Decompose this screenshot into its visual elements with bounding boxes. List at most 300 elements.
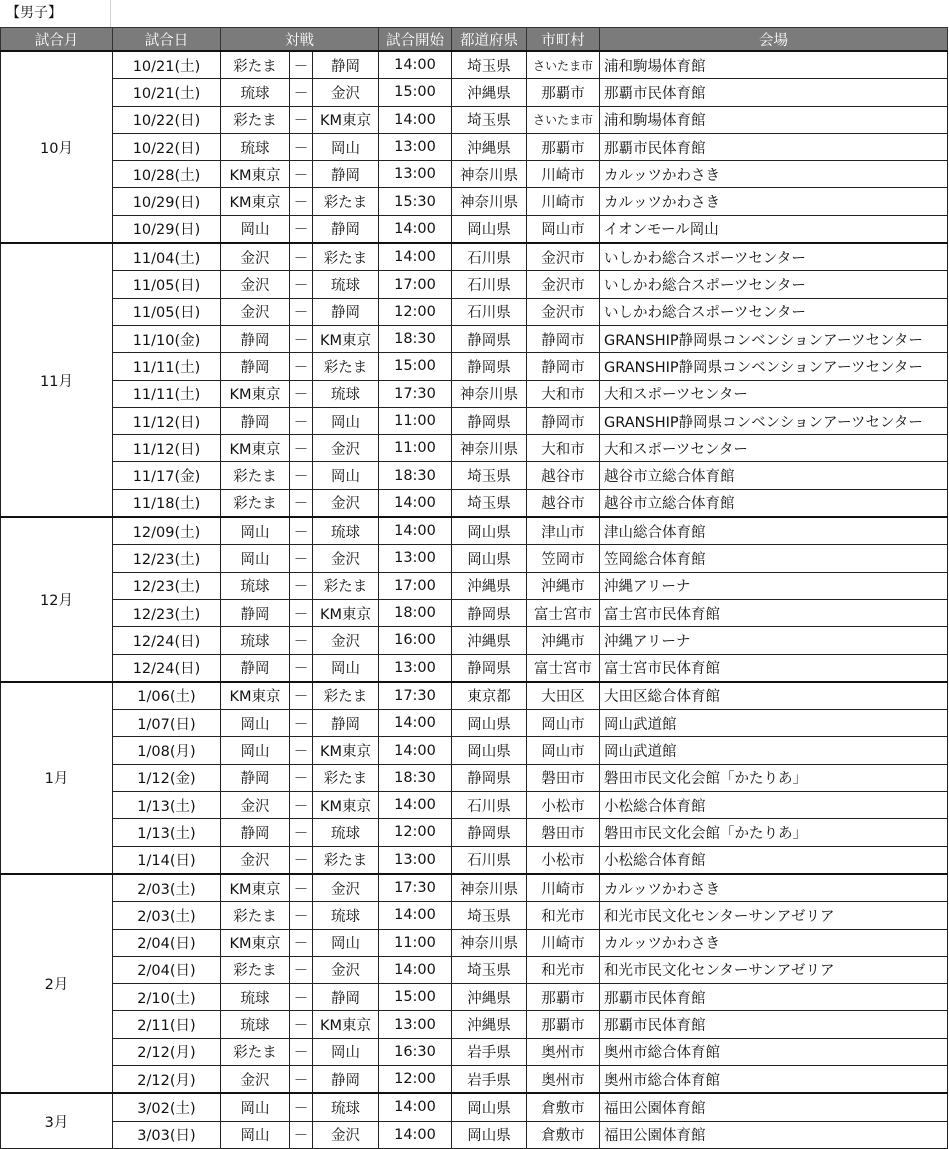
prefecture-cell: 沖縄県 (452, 627, 527, 654)
start-time-cell: 14:00 (379, 106, 452, 133)
away-team-cell: 岡山 (313, 133, 379, 160)
city-cell: さいたま市 (527, 106, 600, 133)
prefecture-cell: 岡山県 (452, 1093, 527, 1121)
vs-dash: － (290, 489, 313, 517)
home-team-cell: 静岡 (221, 599, 290, 626)
home-team-cell: 金沢 (221, 298, 290, 325)
city-cell: 奥州市 (527, 1038, 600, 1065)
venue-cell: 奥州市総合体育館 (600, 1038, 948, 1065)
away-team-cell: 静岡 (313, 298, 379, 325)
venue-cell: 浦和駒場体育館 (600, 106, 948, 133)
table-row (1, 215, 948, 243)
prefecture-cell: 岡山県 (452, 545, 527, 572)
city-cell: 川崎市 (527, 188, 600, 215)
home-team-cell: 金沢 (221, 271, 290, 298)
vs-dash: － (290, 764, 313, 791)
vs-dash: － (290, 710, 313, 737)
home-team-cell: 岡山 (221, 545, 290, 572)
away-team-cell: 岡山 (313, 654, 379, 682)
date-cell: 11/05(日) (113, 298, 221, 325)
home-team-cell: 岡山 (221, 710, 290, 737)
month-cell: 1月 (1, 682, 113, 874)
city-cell: 大田区 (527, 682, 600, 710)
home-team-cell: 彩たま (221, 902, 290, 929)
prefecture-cell: 神奈川県 (452, 435, 527, 462)
prefecture-cell: 埼玉県 (452, 51, 527, 79)
vs-dash: － (290, 1121, 313, 1148)
table-row (1, 710, 948, 737)
date-cell: 11/18(土) (113, 489, 221, 517)
city-cell: 和光市 (527, 902, 600, 929)
table-row (1, 1121, 948, 1148)
table-row (1, 792, 948, 819)
city-cell: 越谷市 (527, 462, 600, 489)
date-cell: 10/22(日) (113, 133, 221, 160)
table-row (1, 572, 948, 599)
city-cell: 那覇市 (527, 984, 600, 1011)
table-row (1, 489, 948, 517)
venue-cell: カルッツかわさき (600, 874, 948, 902)
date-cell: 1/07(日) (113, 710, 221, 737)
table-row (1, 161, 948, 188)
city-cell: 磐田市 (527, 819, 600, 846)
date-cell: 11/17(金) (113, 462, 221, 489)
home-team-cell: 静岡 (221, 654, 290, 682)
vs-dash: － (290, 627, 313, 654)
date-cell: 1/08(月) (113, 737, 221, 764)
month-cell: 12月 (1, 517, 113, 682)
header-row (1, 28, 948, 52)
venue-cell: 富士宮市民体育館 (600, 654, 948, 682)
table-row (1, 599, 948, 626)
start-time-cell: 12:00 (379, 819, 452, 846)
venue-cell: 笠岡総合体育館 (600, 545, 948, 572)
away-team-cell: KM東京 (313, 737, 379, 764)
table-row (1, 106, 948, 133)
venue-cell: カルッツかわさき (600, 929, 948, 956)
venue-cell: 岡山武道館 (600, 737, 948, 764)
vs-dash: － (290, 846, 313, 874)
start-time-cell: 17:30 (379, 380, 452, 407)
home-team-cell: 彩たま (221, 956, 290, 983)
month-cell: 2月 (1, 874, 113, 1093)
date-cell: 10/21(土) (113, 79, 221, 106)
city-cell: 大和市 (527, 380, 600, 407)
prefecture-cell: 静岡県 (452, 764, 527, 791)
home-team-cell: KM東京 (221, 161, 290, 188)
prefecture-cell: 岡山県 (452, 737, 527, 764)
date-cell: 2/11(日) (113, 1011, 221, 1038)
table-row (1, 682, 948, 710)
home-team-cell: 琉球 (221, 79, 290, 106)
start-time-cell: 13:00 (379, 545, 452, 572)
venue-cell: 小松総合体育館 (600, 792, 948, 819)
vs-dash: － (290, 792, 313, 819)
away-team-cell: 彩たま (313, 353, 379, 380)
city-cell: 和光市 (527, 956, 600, 983)
home-team-cell: 彩たま (221, 489, 290, 517)
prefecture-cell: 埼玉県 (452, 956, 527, 983)
city-cell: 沖縄市 (527, 572, 600, 599)
away-team-cell: 金沢 (313, 489, 379, 517)
date-cell: 12/23(土) (113, 572, 221, 599)
venue-cell: 大和スポーツセンター (600, 435, 948, 462)
header-venue: 会場 (600, 28, 948, 52)
start-time-cell: 17:00 (379, 271, 452, 298)
prefecture-cell: 沖縄県 (452, 984, 527, 1011)
prefecture-cell: 静岡県 (452, 819, 527, 846)
table-row (1, 902, 948, 929)
vs-dash: － (290, 271, 313, 298)
vs-dash: － (290, 517, 313, 545)
start-time-cell: 16:00 (379, 627, 452, 654)
away-team-cell: 岡山 (313, 462, 379, 489)
vs-dash: － (290, 462, 313, 489)
prefecture-cell: 石川県 (452, 243, 527, 271)
date-cell: 12/23(土) (113, 545, 221, 572)
home-team-cell: 金沢 (221, 846, 290, 874)
prefecture-cell: 沖縄県 (452, 79, 527, 106)
start-time-cell: 13:00 (379, 846, 452, 874)
venue-cell: 越谷市立総合体育館 (600, 489, 948, 517)
home-team-cell: KM東京 (221, 380, 290, 407)
prefecture-cell: 石川県 (452, 271, 527, 298)
date-cell: 2/04(日) (113, 956, 221, 983)
header-month: 試合月 (1, 28, 113, 52)
prefecture-cell: 埼玉県 (452, 902, 527, 929)
table-row (1, 298, 948, 325)
start-time-cell: 12:00 (379, 1065, 452, 1093)
vs-dash: － (290, 51, 313, 79)
home-team-cell: 彩たま (221, 51, 290, 79)
prefecture-cell: 神奈川県 (452, 929, 527, 956)
city-cell: 那覇市 (527, 1011, 600, 1038)
header-date: 試合日 (113, 28, 221, 52)
start-time-cell: 14:00 (379, 243, 452, 271)
away-team-cell: KM東京 (313, 1011, 379, 1038)
away-team-cell: 静岡 (313, 161, 379, 188)
venue-cell: いしかわ総合スポーツセンター (600, 243, 948, 271)
prefecture-cell: 岡山県 (452, 1121, 527, 1148)
start-time-cell: 17:00 (379, 572, 452, 599)
table-row (1, 545, 948, 572)
date-cell: 10/29(日) (113, 215, 221, 243)
city-cell: 小松市 (527, 792, 600, 819)
prefecture-cell: 静岡県 (452, 654, 527, 682)
away-team-cell: 金沢 (313, 627, 379, 654)
home-team-cell: 岡山 (221, 1121, 290, 1148)
prefecture-cell: 埼玉県 (452, 489, 527, 517)
table-row (1, 929, 948, 956)
date-cell: 10/22(日) (113, 106, 221, 133)
start-time-cell: 14:00 (379, 956, 452, 983)
table-row (1, 517, 948, 545)
away-team-cell: 静岡 (313, 51, 379, 79)
away-team-cell: 琉球 (313, 380, 379, 407)
start-time-cell: 17:30 (379, 682, 452, 710)
vs-dash: － (290, 188, 313, 215)
vs-dash: － (290, 902, 313, 929)
table-row (1, 627, 948, 654)
away-team-cell: 金沢 (313, 1121, 379, 1148)
city-cell: 那覇市 (527, 133, 600, 160)
vs-dash: － (290, 215, 313, 243)
table-row (1, 737, 948, 764)
date-cell: 1/13(土) (113, 792, 221, 819)
city-cell: 大和市 (527, 435, 600, 462)
vs-dash: － (290, 545, 313, 572)
table-row (1, 1093, 948, 1121)
header-match: 対戦 (221, 28, 379, 52)
vs-dash: － (290, 106, 313, 133)
city-cell: 那覇市 (527, 79, 600, 106)
date-cell: 11/11(土) (113, 380, 221, 407)
prefecture-cell: 埼玉県 (452, 462, 527, 489)
venue-cell: 富士宮市民体育館 (600, 599, 948, 626)
table-row (1, 846, 948, 874)
venue-cell: 沖縄アリーナ (600, 627, 948, 654)
home-team-cell: 金沢 (221, 1065, 290, 1093)
month-cell: 3月 (1, 1093, 113, 1148)
home-team-cell: 静岡 (221, 819, 290, 846)
home-team-cell: 彩たま (221, 106, 290, 133)
start-time-cell: 14:00 (379, 51, 452, 79)
date-cell: 10/28(土) (113, 161, 221, 188)
vs-dash: － (290, 984, 313, 1011)
city-cell: 川崎市 (527, 929, 600, 956)
table-row (1, 654, 948, 682)
home-team-cell: 金沢 (221, 792, 290, 819)
start-time-cell: 15:00 (379, 984, 452, 1011)
away-team-cell: 彩たま (313, 188, 379, 215)
home-team-cell: 金沢 (221, 243, 290, 271)
start-time-cell: 15:00 (379, 353, 452, 380)
start-time-cell: 13:00 (379, 161, 452, 188)
venue-cell: 大和スポーツセンター (600, 380, 948, 407)
prefecture-cell: 沖縄県 (452, 133, 527, 160)
start-time-cell: 17:30 (379, 874, 452, 902)
vs-dash: － (290, 654, 313, 682)
city-cell: さいたま市 (527, 51, 600, 79)
prefecture-cell: 岩手県 (452, 1038, 527, 1065)
table-row (1, 1065, 948, 1093)
vs-dash: － (290, 1011, 313, 1038)
vs-dash: － (290, 298, 313, 325)
vs-dash: － (290, 737, 313, 764)
away-team-cell: 彩たま (313, 572, 379, 599)
prefecture-cell: 岡山県 (452, 215, 527, 243)
table-row (1, 984, 948, 1011)
start-time-cell: 14:00 (379, 902, 452, 929)
venue-cell: 津山総合体育館 (600, 517, 948, 545)
venue-cell: イオンモール岡山 (600, 215, 948, 243)
vs-dash: － (290, 79, 313, 106)
city-cell: 金沢市 (527, 298, 600, 325)
venue-cell: 那覇市民体育館 (600, 79, 948, 106)
table-row (1, 462, 948, 489)
vs-dash: － (290, 1093, 313, 1121)
city-cell: 倉敷市 (527, 1121, 600, 1148)
start-time-cell: 13:00 (379, 133, 452, 160)
away-team-cell: 彩たま (313, 243, 379, 271)
date-cell: 1/06(土) (113, 682, 221, 710)
prefecture-cell: 岡山県 (452, 517, 527, 545)
venue-cell: カルッツかわさき (600, 188, 948, 215)
schedule-table (0, 27, 948, 1149)
home-team-cell: 静岡 (221, 325, 290, 352)
header-pref: 都道府県 (452, 28, 527, 52)
home-team-cell: 静岡 (221, 407, 290, 434)
prefecture-cell: 神奈川県 (452, 874, 527, 902)
city-cell: 岡山市 (527, 710, 600, 737)
city-cell: 沖縄市 (527, 627, 600, 654)
venue-cell: 沖縄アリーナ (600, 572, 948, 599)
home-team-cell: KM東京 (221, 188, 290, 215)
city-cell: 静岡市 (527, 407, 600, 434)
date-cell: 11/10(金) (113, 325, 221, 352)
venue-cell: 磐田市民文化会館「かたりあ」 (600, 764, 948, 791)
table-row (1, 407, 948, 434)
start-time-cell: 14:00 (379, 710, 452, 737)
away-team-cell: 静岡 (313, 1065, 379, 1093)
away-team-cell: 岡山 (313, 929, 379, 956)
start-time-cell: 13:00 (379, 654, 452, 682)
table-row (1, 764, 948, 791)
date-cell: 12/24(日) (113, 654, 221, 682)
prefecture-cell: 神奈川県 (452, 188, 527, 215)
away-team-cell: 岡山 (313, 1038, 379, 1065)
vs-dash: － (290, 435, 313, 462)
away-team-cell: KM東京 (313, 106, 379, 133)
start-time-cell: 14:00 (379, 792, 452, 819)
city-cell: 磐田市 (527, 764, 600, 791)
table-row (1, 271, 948, 298)
away-team-cell: 琉球 (313, 819, 379, 846)
home-team-cell: 静岡 (221, 764, 290, 791)
venue-cell: 那覇市民体育館 (600, 984, 948, 1011)
home-team-cell: 琉球 (221, 572, 290, 599)
table-row (1, 133, 948, 160)
table-row (1, 243, 948, 271)
venue-cell: いしかわ総合スポーツセンター (600, 271, 948, 298)
table-row (1, 325, 948, 352)
venue-cell: 福田公園体育館 (600, 1093, 948, 1121)
start-time-cell: 15:00 (379, 79, 452, 106)
table-row (1, 188, 948, 215)
date-cell: 2/03(土) (113, 902, 221, 929)
home-team-cell: 岡山 (221, 737, 290, 764)
city-cell: 富士宮市 (527, 599, 600, 626)
start-time-cell: 14:00 (379, 489, 452, 517)
vs-dash: － (290, 243, 313, 271)
sheet-title: 【男子】 (0, 0, 111, 27)
away-team-cell: 彩たま (313, 682, 379, 710)
city-cell: 岡山市 (527, 215, 600, 243)
venue-cell: 浦和駒場体育館 (600, 51, 948, 79)
header-start: 試合開始 (379, 28, 452, 52)
prefecture-cell: 沖縄県 (452, 572, 527, 599)
away-team-cell: 彩たま (313, 846, 379, 874)
home-team-cell: 琉球 (221, 133, 290, 160)
date-cell: 11/05(日) (113, 271, 221, 298)
home-team-cell: 彩たま (221, 462, 290, 489)
venue-cell: GRANSHIP静岡県コンベンションアーツセンター (600, 353, 948, 380)
away-team-cell: 岡山 (313, 407, 379, 434)
date-cell: 10/21(土) (113, 51, 221, 79)
vs-dash: － (290, 353, 313, 380)
start-time-cell: 18:30 (379, 764, 452, 791)
table-row (1, 956, 948, 983)
table-row (1, 874, 948, 902)
away-team-cell: 金沢 (313, 545, 379, 572)
start-time-cell: 16:30 (379, 1038, 452, 1065)
venue-cell: 越谷市立総合体育館 (600, 462, 948, 489)
table-row (1, 819, 948, 846)
venue-cell: カルッツかわさき (600, 161, 948, 188)
city-cell: 奥州市 (527, 1065, 600, 1093)
away-team-cell: 金沢 (313, 874, 379, 902)
start-time-cell: 18:00 (379, 599, 452, 626)
home-team-cell: KM東京 (221, 929, 290, 956)
vs-dash: － (290, 407, 313, 434)
prefecture-cell: 岩手県 (452, 1065, 527, 1093)
prefecture-cell: 静岡県 (452, 325, 527, 352)
start-time-cell: 11:00 (379, 435, 452, 462)
title-row (0, 0, 949, 27)
start-time-cell: 14:00 (379, 1121, 452, 1148)
city-cell: 金沢市 (527, 271, 600, 298)
vs-dash: － (290, 599, 313, 626)
away-team-cell: 琉球 (313, 902, 379, 929)
city-cell: 金沢市 (527, 243, 600, 271)
date-cell: 11/11(土) (113, 353, 221, 380)
venue-cell: 小松総合体育館 (600, 846, 948, 874)
away-team-cell: 琉球 (313, 271, 379, 298)
venue-cell: 和光市民文化センターサンアゼリア (600, 902, 948, 929)
home-team-cell: 岡山 (221, 215, 290, 243)
home-team-cell: KM東京 (221, 435, 290, 462)
city-cell: 静岡市 (527, 353, 600, 380)
table-row (1, 79, 948, 106)
date-cell: 12/09(土) (113, 517, 221, 545)
prefecture-cell: 石川県 (452, 792, 527, 819)
away-team-cell: 彩たま (313, 764, 379, 791)
city-cell: 越谷市 (527, 489, 600, 517)
date-cell: 2/12(月) (113, 1065, 221, 1093)
date-cell: 1/13(土) (113, 819, 221, 846)
vs-dash: － (290, 325, 313, 352)
start-time-cell: 11:00 (379, 929, 452, 956)
date-cell: 3/03(日) (113, 1121, 221, 1148)
prefecture-cell: 静岡県 (452, 407, 527, 434)
vs-dash: － (290, 572, 313, 599)
away-team-cell: 金沢 (313, 79, 379, 106)
table-row (1, 51, 948, 79)
vs-dash: － (290, 956, 313, 983)
city-cell: 津山市 (527, 517, 600, 545)
vs-dash: － (290, 874, 313, 902)
vs-dash: － (290, 133, 313, 160)
header-city: 市町村 (527, 28, 600, 52)
city-cell: 岡山市 (527, 737, 600, 764)
city-cell: 富士宮市 (527, 654, 600, 682)
date-cell: 2/12(月) (113, 1038, 221, 1065)
table-row (1, 353, 948, 380)
prefecture-cell: 石川県 (452, 846, 527, 874)
vs-dash: － (290, 682, 313, 710)
table-row (1, 1038, 948, 1065)
date-cell: 11/12(日) (113, 407, 221, 434)
